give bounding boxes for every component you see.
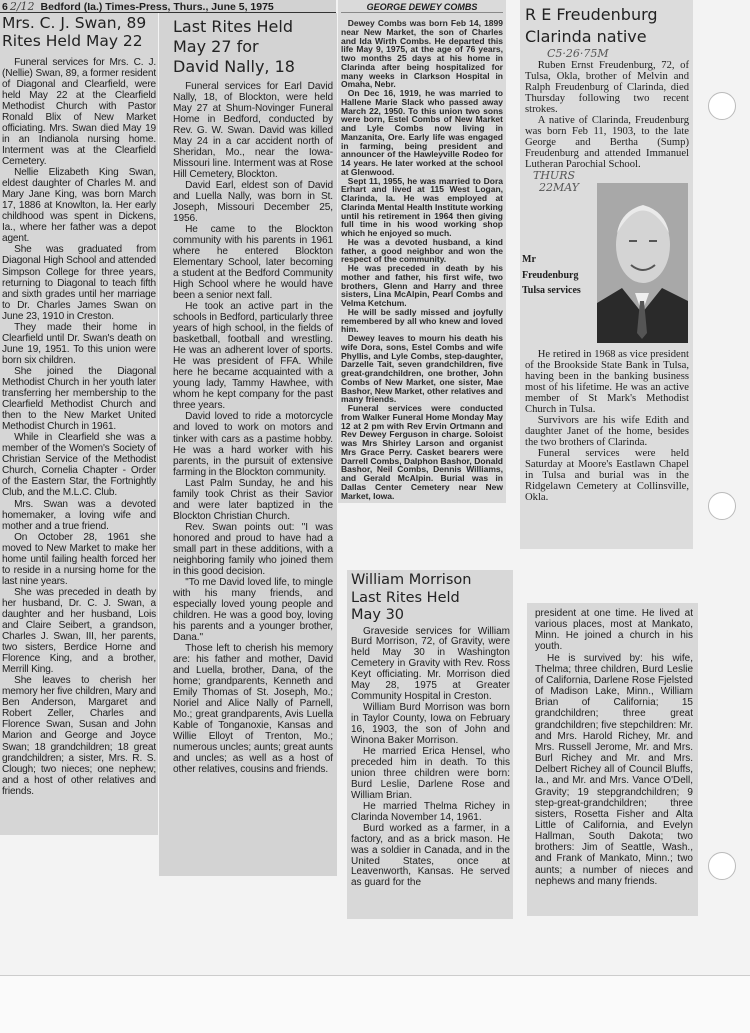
binder-hole-icon [708,492,736,520]
paragraph: Survivors are his wife Edith and daughter Janet of the home, besides the two brothers of Clarinda. [525,415,689,448]
obituary-freudenburg [520,0,693,549]
paragraph: He came to the Blockton community with his parents in 1961 where he entered Blockton Elementary School, later becoming a student at the Bedford Community High School where he would have been a senior next fall. [173,224,333,302]
headline [2,15,156,51]
paragraph: He married Thelma Richey in Clarinda November 14, 1961. [351,800,510,823]
caption-line: Freudenburg [522,269,579,281]
headline-line: Last Rites Held [351,589,460,606]
paragraph: On Dec 16, 1919, he was married to Hallene Marie Slack who passed away March 22, 1950. To this union two sons were born, Estel Combs of New Market and Lyle Combs now living in Manzanita, Ore. Early life was engaged in farming, being president and announcer of the Hawleyville Rodeo for 14 years. He later worked at the school at Glenwood. [341,88,503,177]
paragraph: Funeral services for Earl David Nally, 18, of Blockton, were held May 27 at Shum-Novinger Funeral Home in Bedford, conducted by Rev. G. W. Swan. David was killed May 24 in a car accident north of Sheridan, Mo., near the Iowa-Missouri line. Interment was at Rose Hill Cemetery, Blockton. [173,81,333,181]
headline-line: Last Rites Held [173,17,293,36]
newspaper-masthead [0,0,336,13]
binder-hole-icon [708,92,736,120]
article-body [535,608,693,887]
paragraph: He will be sadly missed and joyfully remembered by all who knew and loved him. [341,306,503,335]
headline-line: William Morrison [351,572,472,588]
article-body [351,627,510,890]
headline-line: Clarinda native [525,27,647,46]
masthead-text: Bedford (Ia.) Times-Press, Thurs., June 5, 1975 [40,1,274,13]
note-line: THURS [533,169,576,182]
paragraph: Graveside services for William Burd Morrison, 72, of Gravity, were held May 30 in Washington Cemetery in Gravity with Rev. Ross Keyt officiating. Mr. Morrison died May 28, 1975 at Greater Community Hospital in Creston. [351,625,510,703]
headline-line: May 30 [351,607,405,623]
obituary-combs [338,0,506,503]
paragraph: president at one time. He lived at various places, most at Mankato, Minn. He joined a church in his youth. [535,608,693,653]
paragraph: Sept 11, 1955, he was married to Dora Erhart and lived at 115 West Logan, Clarinda, Ia. He was employed at Clarinda Mental Health Institute working until his retirement in 1964 then giving full time in his wood working shop which he enjoyed so much. [341,175,503,238]
paragraph: Funeral services were held Saturday at Moore's Eastlawn Chapel in Tulsa and burial was in the Ridgelawn Cemetery at Collinsville, Okla. [525,448,689,503]
headline: GEORGE DEWEY COMBS [341,2,503,13]
headline-line: Mrs. C. J. Swan, 89 [2,14,147,32]
headline-line: May 27 for [173,37,259,56]
headline [173,17,333,77]
paragraph: He married Erica Hensel, who preceded him in death. To this union three children were born: Burd Leslie, Darlene Rose and William Brian. [351,745,510,801]
paragraph: David Earl, eldest son of David and Luella Nally, was born in St. Joseph, Missouri December 25, 1956. [173,180,333,225]
paragraph: She joined the Diagonal Methodist Church in her youth later transferring her membership to the Clearfield Methodist Church and then to the New Market United Methodist Church in 1961. [2,365,156,433]
paragraph: Last Palm Sunday, he and his family took Christ as their Savior and were later baptized in the Blockton Christian Church. [173,477,333,522]
paragraph: Funeral services were conducted from Walker Funeral Home Monday May 12 at 2 pm with Rev Ervin Ortmann and Rev Dewey Ferguson in charge. Soloist was Mrs Shirley Larson and organist Mrs Grace Perry. Casket bearers were Darrell Combs, Dalphon Bashor, Donald Bashor, Neil Combs, Dennis Williams, and Gerald McAlpin. Burial was in Dallas Center Cemetery near New Market, Iowa. [341,403,503,501]
paragraph: She leaves to cherish her memory her five children, Mary and Ben Anderson, Margaret and Robert Zeller, Charles and Florence Swan, Susan and John Marion and George and Joyce Swan; 18 grandchildren; 18 great grandchildren; a sister, Mrs. R. S. Clough; two nieces; one nephew; and a host of other relatives and friends. [2,675,156,797]
obituary-morrison [347,570,513,919]
headline [351,572,510,625]
paragraph: She was graduated from Diagonal High School and attended Simpson College for three years, returning to Diagonal to teach fifth and sixth grades until her marriage to Dr. Charles James Swan on June 23, 1910 in Creston. [2,244,156,322]
article-body [2,57,156,797]
paragraph: She was preceded in death by her husband, Dr. C. J. Swan, a daughter and her husband, Lois and Claire Seibert, a grandson, Charles J. Swan, III, her parents, two sisters, Berdice Horne and Florence King, and a brother, Merrill King. [2,586,156,676]
paragraph: While in Clearfield she was a member of the Women's Society of Christian Service of the Methodist Church, Cornelia Chapter - Order of the Eastern Star, the Fortnightly Club, and the M.L.C. Club. [2,432,156,499]
paragraph: Funeral services for Mrs. C. J. (Nellie) Swan, 89, a former resident of Diagonal and Clearfield, were held May 22 at the Clearfield Methodist Church with Pastor Ronald Blix of New Market officiating. Mrs. Swan died May 19 in an Indianola nursing home. Interment was at the Clearfield Cemetery. [2,56,156,168]
paragraph: ''To me David loved life, to mingle with his many friends, and especially loved young people and children. He was a good boy, loving his parents and a younger brother, Dana.'' [173,576,333,643]
paragraph: He took an active part in the schools in Bedford, particularly three years of high school, in the fields of basketball, football and wrestling. He was an adherent lover of sports. He was president of FFA. While here he became acquainted with a young lady, Tammy Hawhee, with whom he kept company for the past three years. [173,301,333,412]
caption-line: Mr [522,254,536,265]
headline [525,4,689,48]
paragraph: Those left to cherish his memory are: his father and mother, David and Luella, brother, Dana, of the home; grandparents, Kenneth and Emily Thomas of St. Joseph, Mo.; Noriel and Alice Nally of Parnell, Mo.; great grandparents, Avis Luella Kable of Tonganoxie, Kansas and Willie Elloyt of Trenton, Mo.; numerous uncles; aunts; great aunts and uncles; as well as a host of other relatives, cousins and friends. [173,642,333,775]
photo-caption [522,252,581,299]
paragraph: Burd worked as a farmer, in a factory, and as a brick mason. He was a soldier in Canada, and in the United States, once at Leavenworth, Kansas. He served as guard for the [351,822,510,889]
handwritten-note: 2/12 [9,0,35,13]
paragraph: He was preceded in death by his mother and father, his first wife, two brothers, Glenn and Harry and three sisters, Lina McAlpin, Pearl Combs and Velma Ketchum. [341,263,503,308]
article-body-continued [525,349,689,503]
handwritten-date: C5·26·75M [547,47,609,60]
paragraph: Ruben Ernst Freudenburg, 72, of Tulsa, Okla, brother of Melvin and Ralph Freudenburg of Clarinda, died Thursday following two recent strokes. [525,60,689,115]
paragraph: He retired in 1968 as vice president of the Brookside State Bank in Tulsa, having been in the banking business most of his lifetime. He was an active member of St Mark's Methodist Church in Tulsa. [525,349,689,415]
page-bottom-margin [0,975,750,1033]
paragraph: He was a devoted husband, a kind father, a good neighbor and won the respect of the community. [341,236,503,265]
article-body [341,19,503,500]
paragraph: William Burd Morrison was born in Taylor County, Iowa on February 16, 1903, the son of John and Winona Baker Morrison. [351,702,510,747]
portrait-photo [597,183,688,343]
article-body [173,81,333,775]
paragraph: Dewey leaves to mourn his death his wife Dora, sons, Estel Combs and wife Phyllis, and Lyle Combs, step-daughter, Darzelle Tait, seven grandchildren, five great-grandchildren, one brother, John Combs of New Market, one sister, Mae Bashor, New Market, other relatives and many friends. [341,333,503,405]
headline-line: David Nally, 18 [173,57,295,76]
obituary-morrison-continued [527,603,698,916]
paragraph: Mrs. Swan was a devoted homemaker, a loving wife and mother and a true friend. [2,498,156,532]
caption-line: Tulsa services [522,285,581,296]
note-line: 22MAY [539,181,580,194]
page-number: 6 [2,1,8,13]
paragraph: They made their home in Clearfield until Dr. Swan's death on June 19, 1951. To this union were born six children. [2,321,156,366]
paragraph: On October 28, 1961 she moved to New Market to make her home until failing health forced her to reside in a nursing home for the last nine years. [2,531,156,587]
binder-hole-icon [708,852,736,880]
paragraph: A native of Clarinda, Freudenburg was born Feb 11, 1903, to the late George and Bertha (Sump) Freudenburg and attended Immanuel Lutheran Parochial School. [525,115,689,170]
headline-line: Rites Held May 22 [2,31,143,50]
article-body [525,60,689,170]
paragraph: Rev. Swan points out: ''I was honored and proud to have had a small part in these additions, with a neighboring family who joined them in this good decision. [173,521,333,577]
obituary-swan [0,13,158,835]
obituary-nally [159,13,337,876]
headline-line: R E Freudenburg [525,5,658,24]
paragraph: David loved to ride a motorcycle and loved to work on motors and tinker with cars as a pastime hobby. He was a hard worker with his parents, in the pursuit of extensive farming in the Blockton community. [173,411,333,478]
paragraph: Nellie Elizabeth King Swan, eldest daughter of Charles M. and Mary Jane King, was born March 17, 1886 at Knowlton, Ia. Her early childhood was spent in Dickens, Ia., where her father was a depot agent. [2,167,156,245]
paragraph: He is survived by: his wife, Thelma; three children, Burd Leslie of California, Darlene Rose Fjelsted of Madison Lake, Minn., William Brian of California; 15 grandchildren; three great grandchildren; five stepchildren: Mr. and Mrs. Harold Richey, Mr. and Mrs. Russell Jerome, Mr. and Mrs. Burl Richey and Mr. and Mrs. Delbert Richey all of Council Bluffs, Ia., and Mr. and Mrs. Vance O'Dell, Gravity; 19 stepgrandchildren; 9 step-great-grandchildren; three sisters, Rosetta Fisher and Alta Little of California, and Evelyn Hallman, South Dakota; two brothers: Jim of Seattle, Wash., and Frank of Mankato, Minn.; two aunts; a number of nieces and nephews and many friends. [535,652,693,887]
paragraph: Dewey Combs was born Feb 14, 1899 near New Market, the son of Charles and Ida Wirth Combs. He departed this life May 9, 1975, at the age of 76 years, two months 25 days at his home in Clarinda after being hospitalized for many weeks in Clarkson Hospital in Omaha, Nebr. [341,18,503,90]
